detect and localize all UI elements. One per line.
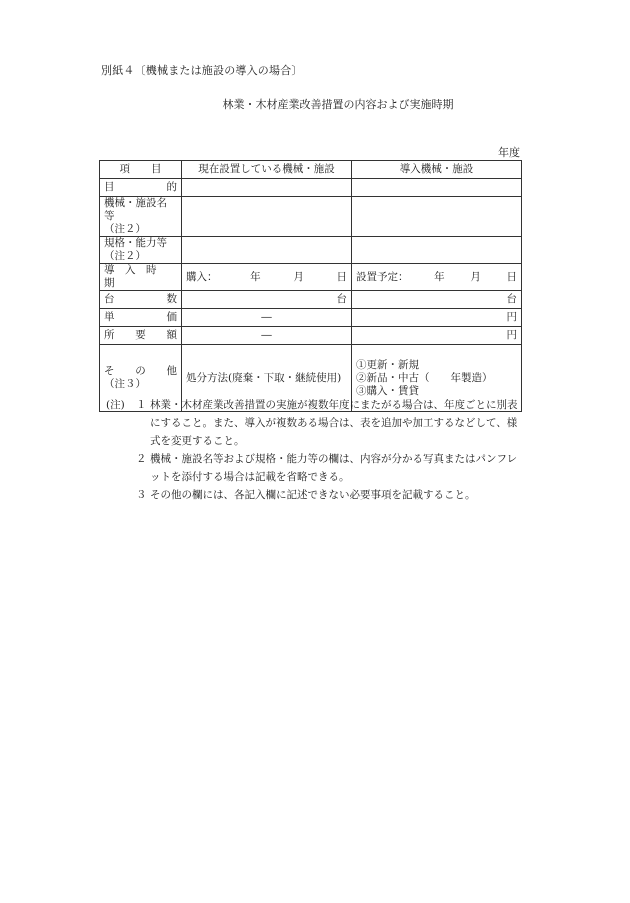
document-title: 林業・木材産業改善措置の内容および実施時期 — [222, 98, 454, 111]
disposal-method: 処分方法(廃棄・下取・継続使用) — [186, 371, 342, 384]
required-yen: 円 — [506, 329, 517, 341]
option-acquire: ③購入・賃貸 — [356, 384, 419, 397]
other-note: （注３） — [104, 378, 146, 390]
note-number: ３ — [136, 489, 147, 501]
name-note: （注２） — [104, 223, 146, 235]
name-label: 機械・施設名等 — [104, 197, 167, 222]
unitprice-label-b: 価 — [166, 311, 177, 323]
count-label-a: 台 — [104, 293, 115, 305]
spec-note: （注２） — [104, 250, 146, 262]
planned-day: 日 — [506, 270, 517, 283]
note-number: １ — [136, 399, 147, 411]
required-label-b: 要 — [135, 329, 146, 341]
year-field[interactable] — [438, 146, 520, 161]
count-new-cell[interactable] — [352, 291, 522, 309]
header-item: 項 目 — [100, 161, 182, 179]
option-update: ①更新・新規 — [356, 358, 419, 371]
purpose-label-a: 目 — [104, 181, 115, 193]
improvement-table — [99, 160, 522, 412]
count-unit-new: 台 — [506, 293, 517, 305]
other-label-c: 他 — [166, 365, 177, 377]
note-text: 機械・施設名等および規格・能力等の欄は、内容が分かる写真またはパンフレットを添付する場合は記載を省略できる。 — [150, 453, 518, 483]
table-header-row — [100, 161, 522, 179]
unitprice-current-cell — [182, 309, 352, 327]
note-item — [106, 396, 526, 450]
row-unitprice — [100, 309, 522, 327]
name-new-cell[interactable] — [352, 197, 522, 237]
note-text: 林業・木材産業改善措置の実施が複数年度にまたがる場合は、年度ごとに別表にすること。また、導入が複数ある場合は、表を追加や加工するなどして、様式を変更すること。 — [150, 399, 518, 447]
note-text: その他の欄には、各記入欄に記述できない必要事項を記載すること。 — [150, 489, 476, 501]
unitprice-label-a: 単 — [104, 311, 115, 323]
count-label-b: 数 — [166, 293, 177, 305]
row-spec — [100, 237, 522, 264]
unitprice-new-cell[interactable] — [352, 309, 522, 327]
purpose-current-cell[interactable] — [182, 179, 352, 197]
required-dash: ― — [261, 329, 272, 341]
note-item — [106, 486, 526, 504]
row-required — [100, 327, 522, 345]
period-new-cell[interactable] — [352, 264, 522, 291]
unitprice-yen: 円 — [506, 311, 517, 323]
row-name — [100, 197, 522, 237]
planned-prefix: 設置予定： — [356, 270, 409, 283]
attachment-label: 別紙４〔機械または施設の導入の場合〕 — [101, 64, 303, 77]
required-label-c: 額 — [166, 329, 177, 341]
count-current-cell[interactable] — [182, 291, 352, 309]
row-period — [100, 264, 522, 291]
required-new-cell[interactable] — [352, 327, 522, 345]
period-label: 導 入 時 期 — [100, 264, 182, 291]
notes-section — [106, 396, 526, 504]
notes-prefix: (注) — [106, 399, 125, 411]
required-current-cell — [182, 327, 352, 345]
spec-new-cell[interactable] — [352, 237, 522, 264]
row-purpose — [100, 179, 522, 197]
required-label-a: 所 — [104, 329, 115, 341]
note-item — [106, 450, 526, 486]
purpose-new-cell[interactable] — [352, 179, 522, 197]
spec-current-cell[interactable] — [182, 237, 352, 264]
unitprice-dash: ― — [261, 311, 272, 323]
option-condition: ②新品・中古（ 年製造） — [356, 371, 493, 384]
purchase-year: 年 — [250, 270, 261, 283]
purchase-day: 日 — [336, 270, 347, 283]
purpose-label-b: 的 — [166, 181, 177, 193]
year-suffix: 年度 — [498, 146, 520, 159]
period-current-cell[interactable] — [182, 264, 352, 291]
planned-year: 年 — [434, 270, 445, 283]
other-label-b: の — [135, 365, 146, 377]
other-label-a: そ — [104, 365, 115, 377]
purchase-month: 月 — [293, 270, 304, 283]
name-current-cell[interactable] — [182, 197, 352, 237]
header-current: 現在設置している機械・施設 — [182, 161, 352, 179]
planned-month: 月 — [470, 270, 481, 283]
purchase-prefix: 購入： — [186, 270, 218, 283]
spec-label: 規格・能力等 — [104, 237, 167, 249]
note-number: ２ — [136, 453, 147, 465]
count-unit-current: 台 — [336, 293, 347, 305]
header-new: 導入機械・施設 — [352, 161, 522, 179]
row-count — [100, 291, 522, 309]
